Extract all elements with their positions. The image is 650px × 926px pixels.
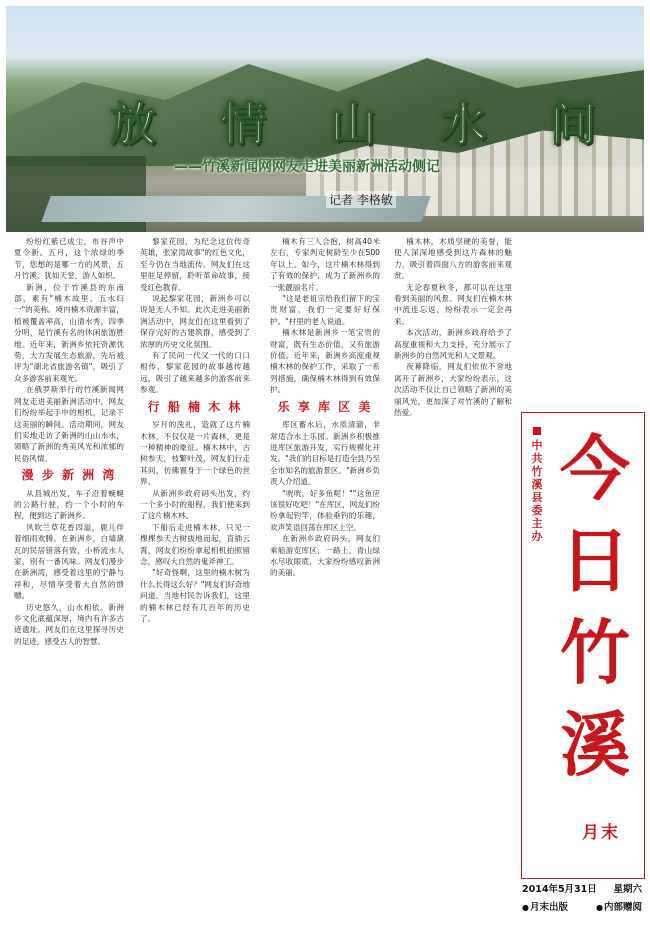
hero-photo [6, 6, 644, 232]
hero-subtitle: ——竹溪新闻网网友走进美丽新洲活动侧记 [174, 159, 440, 175]
masthead [521, 412, 645, 879]
article-column-4 [394, 236, 512, 918]
paragraph: 风吹兰草花香四溢，鹿儿伴着细雨欢腾。在新洲乡，白墙黛瓦的民居错落有致，小桥流水人家，别有一番风味。网友们漫步在新洲湾，感受着这里的宁静与祥和，尽情享受着大自然的馈赠。 [14, 522, 124, 601]
masthead-edition: 月末 [582, 823, 620, 843]
paragraph: 历史悠久，山水相依。新洲乡文化底蕴深厚，境内有许多古迹遗址。网友们在这里探寻历史的足迹，感受古人的智慧。 [14, 602, 124, 646]
paragraph: 说起黎家花园，新洲乡可以说是无人不知。此次走进美丽新洲活动中，网友们在这里看到了保存完好的古建筑群，感受到了浓厚的历史文化氛围。 [140, 294, 250, 349]
paragraph: 本次活动，新洲乡政府给予了高度重视和大力支持，充分展示了新洲乡的自然风光和人文景观。 [394, 328, 512, 361]
circulation-label: 内部赠阅 [603, 902, 642, 913]
bullet-icon: ● [522, 903, 529, 912]
hero-title: 放 情 山 水 间 [110, 97, 621, 151]
paragraph: 新洲，位于竹溪县的东南部，素有"楠木故里、五水归一"的美称。境内楠木资源丰富，植被覆盖率高，山清水秀，四季分明，是竹溪有名的休闲旅游胜地。近年来，新洲乡依托资源优势，大力发展生态旅游，先后被评为"湖北省旅游名镇"，吸引了众多游客前来观光。 [14, 282, 124, 383]
paragraph: 下船后走进楠木林，只见一棵棵参天古树拔地而起，直插云霄，网友们纷纷拿起相机拍照留念，感叹大自然的鬼斧神工。 [140, 522, 250, 566]
paragraph: "好奇怪啊，这里的楠木树为什么长得这么好？"网友们好奇地问道。当地村民告诉我们，这里的楠木林已经有几百年的历史了。 [140, 568, 250, 623]
paragraph: 纷纷红紫已成尘，布谷声中夏令新。五月，这个浓绿的季节，您想的是哪一方的风景，五月竹溪，犹如天堂，游人如织。 [14, 237, 124, 281]
paragraph: 有了民间一代又一代的口口相传，黎家花园的故事越传越远，吸引了越来越多的游客前来参观。 [140, 351, 250, 395]
bullet-icon: ● [596, 903, 603, 912]
masthead-char: 竹 [560, 611, 630, 694]
paragraph: 楠木有三人合抱，树高40米左右，专家判定树龄至少在500年以上。如今，这片楠木林得到了有效的保护，成为了新洲乡的一张靓丽名片。 [270, 237, 380, 292]
paragraph: 黎家花园，为纪念这位传奇英雄，张家湾故事"的红色文化，至今仍在当地流传。网友们在这里驻足停留，聆听革命故事，接受红色教育。 [140, 237, 250, 292]
footer-info [522, 881, 642, 917]
section-heading: 乐 享 库 区 美 [277, 399, 373, 414]
masthead-char: 今 [560, 427, 630, 510]
masthead-char: 日 [560, 519, 630, 602]
paragraph: 夜幕降临，网友们依依不舍地离开了新洲乡，大家纷纷表示，这次活动不仅让自己领略了新洲的美丽风光，更加深了对竹溪的了解和热爱。 [394, 362, 512, 418]
masthead-org [528, 427, 546, 543]
hero-author: 记者 李格敏 [326, 191, 396, 208]
paragraph: 楠木林是新洲乡一笔宝贵的财富，既有生态价值，又有旅游价值。近年来，新洲乡高度重视楠木林的保护工作，采取了一系列措施，确保楠木林得到有效保护。 [270, 328, 380, 395]
paragraph: 无论春夏秋冬，都可以在这里看到美丽的风景。网友们在楠木林中流连忘返，纷纷表示一定会再来。 [394, 282, 512, 326]
article-column-3 [270, 236, 380, 918]
paragraph: 楠木林，木质坚硬的美誉，能使人深深地感受到这片森林的魅力，吸引着四面八方的游客前来观赏。 [394, 237, 512, 281]
article-column-1 [14, 236, 124, 918]
section-heading: 漫 步 新 洲 湾 [21, 468, 117, 483]
issue-weekday: 星期六 [613, 884, 642, 895]
red-square-icon [533, 427, 541, 435]
masthead-char: 溪 [560, 703, 630, 786]
paragraph: 岁月的洗礼，造就了这片楠木林，不仅仅是一片森林，更是一种精神的象征。楠木林中，古树参天，枝繁叶茂，网友们行走其间，仿佛置身于一个绿色的世界。 [140, 420, 250, 487]
paragraph: 库区蓄水后，水质清澈，非常适合水上乐园。新洲乡积极推进库区旅游开发，实行规模化开发。"我们的目标是打造全县乃至全市知名的旅游景区。"新洲乡负责人介绍道。 [270, 420, 380, 487]
paragraph: "这是老祖宗给我们留下的宝贵财富，我们一定要好好保护。"村里的老人说道。 [270, 294, 380, 326]
masthead-title [550, 423, 640, 791]
edition-label: 月末出版 [529, 902, 568, 913]
masthead-org-text: 中共竹溪县委主办 [531, 439, 543, 543]
paragraph: "咣咣，好多鱼呢！""这鱼应该很好吃吧！"在库区，网友们纷纷拿起钓竿，体验垂钓的乐趣，欢声笑语回荡在库区上空。 [270, 488, 380, 532]
issue-date: 2014年5月31日 [522, 884, 597, 895]
paragraph: 在俄罗斯举行的竹溪新闻网网友走进美丽新洲活动中，网友们纷纷举起手中的相机，记录下这美丽的瞬间。活动期间，网友们实地走访了新洲的山山水水，领略了新洲的秀美风光和浓郁的民俗风情。 [14, 385, 124, 463]
paragraph: 从新洲乡政府码头出发，约一个多小时的船程，我们便来到了这片楠木林。 [140, 488, 250, 521]
paragraph: 在新洲乡政府码头，网友们乘船游览库区，一路上，青山绿水尽收眼底，大家纷纷感叹新洲的美丽。 [270, 534, 380, 578]
paragraph: 从县城出发，车子沿着蜿蜒的公路行驶，约一个小时的车程，便到达了新洲乡。 [14, 488, 124, 521]
article-column-2 [140, 236, 250, 918]
section-heading: 行 船 楠 木 林 [147, 399, 243, 414]
